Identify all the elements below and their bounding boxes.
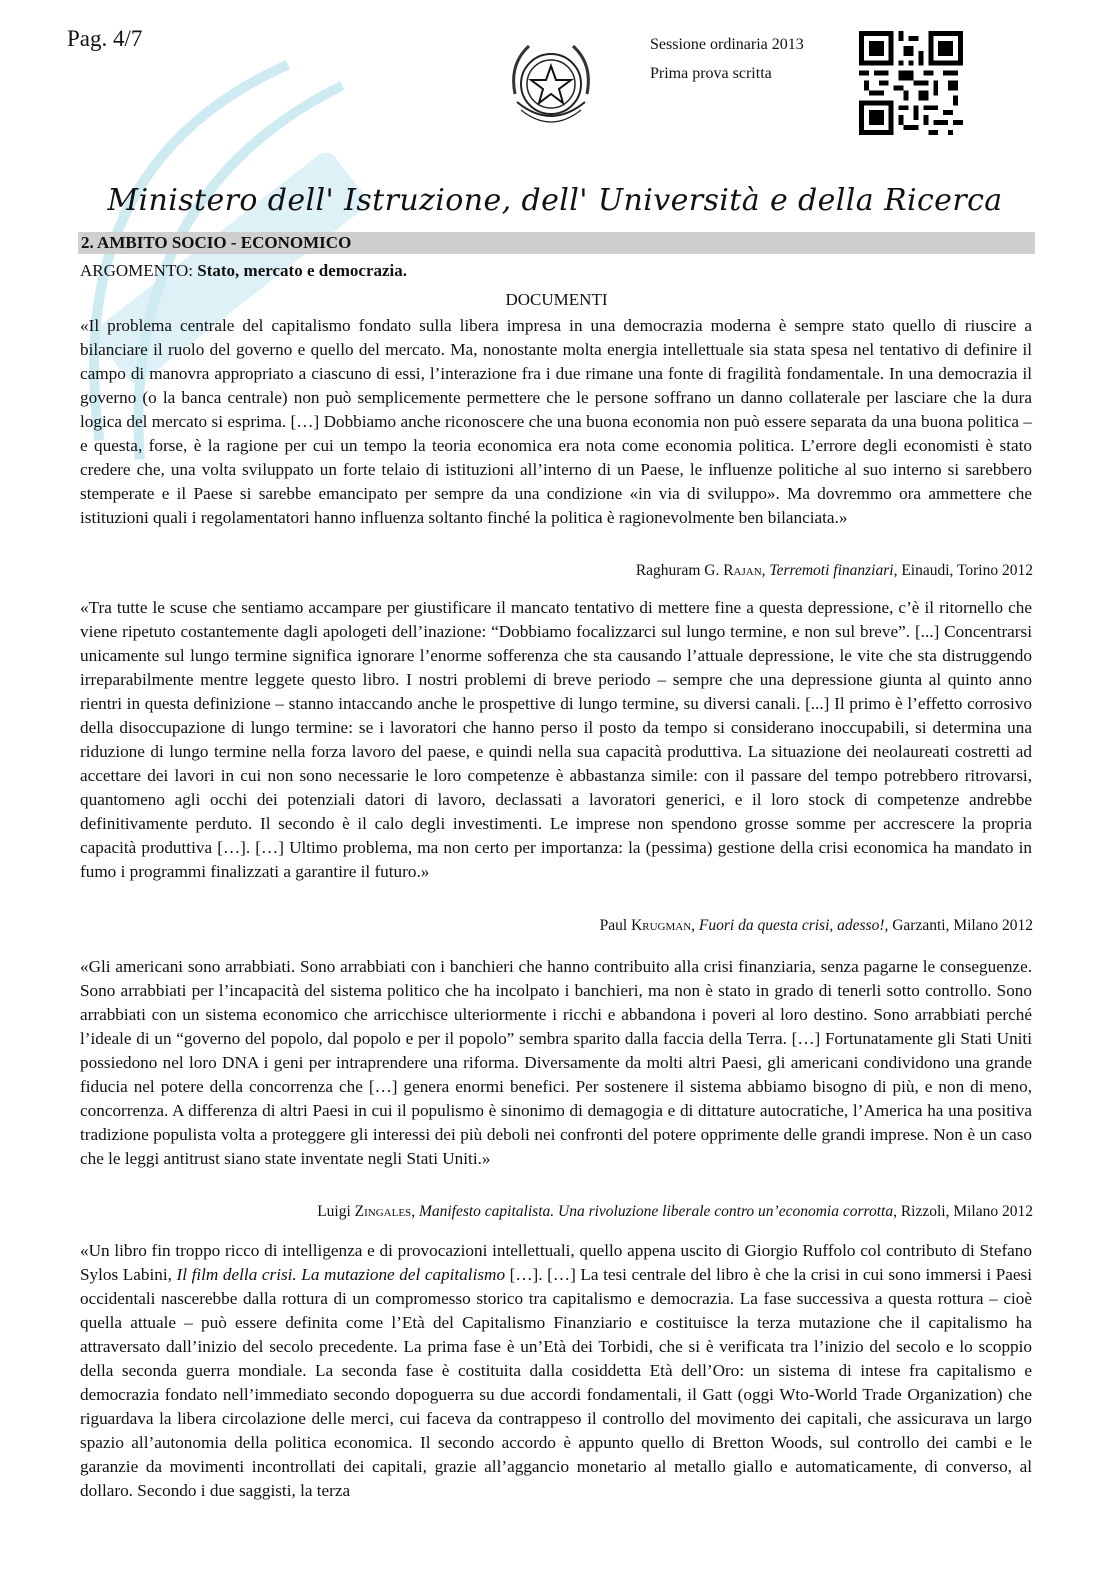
citation-publisher: , Rizzoli, Milano 2012 [893,1203,1033,1220]
document-1-text: «Il problema centrale del capitalismo fondato sulla libera impresa in una democrazia moderna è sempre stato quello di riuscire a bilanciare il ruolo del governo e quello del mercato. Ma, nonostante molta energia intellettuale sia stata spesa nel tentativo di definire il campo di manovra appropriato a ciascuno di essi, l’interazione fra i due rimane una fonte di fragilità fondamentale. In una democrazia il governo (o la banca centrale) non può semplicemente permettere che le persone soffrano un danno collaterale per lasciare che la dura logica del mercato si esprima. […] Dobbiamo anche riconoscere che una buona economia non può essere separata da una buona politica – e questa, forse, è la ragione per cui un tempo la teoria economica era nota come economia politica. L’errore degli economisti è stato credere che, una volta sviluppato un forte telaio di istituzioni all’interno di un Paese, le influenze politiche al suo interno si sarebbero stemperate e il Paese si sarebbe emancipato per sempre da una condizione «in via di sviluppo». Ma dovremmo ora ammettere che istituzioni quali i regolamentatori hanno influenza soltanto finché la politica è ragionevolmente ben bilanciata.» [80,316,1032,527]
document-4-book-title: Il film della crisi. La mutazione del capitalismo [176,1265,506,1284]
citation-publisher: , Einaudi, Torino 2012 [893,562,1033,579]
session-info [650,30,804,88]
documents-heading: DOCUMENTI [505,290,608,309]
document-2-text: «Tra tutte le scuse che sentiamo accampare per giustificare il mancato tentativo di mettere fine a questa depressione, c’è il ritornello che viene ripetuto costantemente dagli apologeti dell’inazione: “Dobbiamo focalizzarci sul lungo termine, e non sul breve”. [...] Concentrarsi unicamente sul lungo termine significa ignorare l’enorme sofferenza che sta causando l’attuale depressione, le vite che sta distruggendo irreparabilmente mentre leggete questo libro. I nostri problemi di breve periodo – sempre che una depressione giunta al quinto anno rientri in questa definizione – stanno intaccando anche le prospettive di lungo termine, su diversi canali. [...] Il primo è l’effetto corrosivo della disoccupazione di lungo termine: se i lavoratori che hanno perso il posto da tempo si considerano inoccupabili, si determina una riduzione di lungo termine nella forza lavoro del paese, e quindi nella sua capacità produttiva. La situazione dei neolaureati costretti ad accettare dei lavori in cui non sono necessarie le loro competenze è abbastanza simile: con il passare del tempo potrebbero ritrovarsi, quantomeno agli occhi dei potenziali datori di lavoro, declassati a lavoratori generici, e il loro stock di competenze andrebbe definitivamente perduto. Il secondo è il calo degli investimenti. Le imprese non spendono grosse somme per accrescere la propria capacità produttiva […]. […] Ultimo problema, ma non certo per importanza: la (pessima) gestione della crisi economica ha mandato in fumo i programmi finalizzati a garantire il futuro.» [80,598,1032,881]
citation-author-last: Zingales [354,1203,412,1220]
section-title: 2. AMBITO SOCIO - ECONOMICO [78,232,1035,254]
document-3-citation: Luigi Zingales, Manifesto capitalista. Una rivoluzione liberale contro un’economia corrotta, Rizzoli, Milano 2012 [317,1203,1033,1220]
document-4-text [80,1239,1032,1503]
citation-publisher: Garzanti, Milano 2012 [888,917,1033,934]
session-label: Sessione ordinaria 2013 [650,36,804,53]
ministry-title: Ministero dell' Istruzione, dell' Università e della Ricerca [107,183,1003,218]
citation-author-first: Luigi [317,1203,355,1220]
citation-work: Fuori da questa crisi, adesso!, [698,917,889,934]
citation-author-first: Paul [599,917,632,934]
topic-line [80,261,407,281]
document-2-citation: Paul Krugman, Fuori da questa crisi, adesso!, Garzanti, Milano 2012 [599,917,1033,934]
document-3-text: «Gli americani sono arrabbiati. Sono arrabbiati con i banchieri che hanno contribuito alla crisi finanziaria, senza pagarne le conseguenze. Sono arrabbiati per l’incapacità del sistema politico che ha incolpato i banchieri, ma non è stato in grado di tenerli sotto controllo. Sono arrabbiati con un sistema economico che arricchisce ulteriormente i ricchi e abbandona i poveri al loro destino. Sono arrabbiati perché l’ideale di un “governo del popolo, dal popolo e per il popolo” sembra sparito dalla faccia della Terra. […] Fortunatamente gli Stati Uniti possiedono nel loro DNA i geni per intraprendere una riforma. Diversamente da molti altri Paesi, gli americani condividono una grande fiducia nel potere della concorrenza che […] genera enormi benefici. Per sostenere il sistema abbiamo bisogno di più, e non di meno, concorrenza. A differenza di altri Paesi in cui il populismo è sinonimo di demagogia e di dittature autocratiche, l’America ha una positiva tradizione populista volta a proteggere gli interessi dei più deboli nei confronti del potere opprimente delle grandi imprese. Non è un caso che le leggi antitrust siano state inventate negli Stati Uniti.» [80,957,1032,1168]
citation-author-last: Krugman [631,917,692,934]
citation-author-last: Rajan [723,562,762,579]
topic-label: ARGOMENTO: [80,261,198,280]
qr-code-icon [859,31,963,135]
page-number: Pag. 4/7 [67,26,143,51]
italian-republic-emblem-icon [499,34,603,134]
topic-text: Stato, mercato e democrazia. [197,261,408,280]
citation-work: Terremoti finanziari [769,562,894,579]
citation-work: Manifesto capitalista. Una rivoluzione liberale contro un’economia corrotta [418,1203,894,1220]
citation-author-first: Raghuram G. [635,562,724,579]
document-4-text-start: «Un libro fin troppo ricco di intelligenza e di provocazioni intellettuali, quello appena uscito di Giorgio Ruffolo col contributo di Stefano Sylos Labini, [80,1241,1032,1284]
document-4-text-rest: […]. […] La tesi centrale del libro è che la crisi in cui sono immersi i Paesi occidentali nascerebbe dalla rottura di un compromesso storico tra capitalismo e democrazia. La fase successiva a questa rottura – cioè quella attuale – può essere definita come l’Età del Capitalismo Finanziario e costituisce la terza mutazione che il capitalismo ha attraversato dall’inizio del secolo precedente. La prima fase è un’Età dei Torbidi, che si è verificata tra l’inizio del secolo e lo scoppio della seconda guerra mondiale. La seconda fase è costituita dalla cosiddetta Età dell’Oro: un sistema di intese fra capitalismo e democrazia fondato nell’immediato secondo dopoguerra su due accordi fondamentali, il Gatt (oggi Wto-World Trade Organization) che riguardava la libera circolazione delle merci, cui faceva da contrappeso il controllo del movimento dei capitali, che assicurava un largo spazio all’autonomia della politica economica. Il secondo accordo è appunto quello di Bretton Woods, sul controllo dei cambi e le garanzie da movimenti incontrollati dei capitali, grazie all’aggancio monetario al metallo giallo e automaticamente, di converso, al dollaro. Secondo i due saggisti, la terza [80,1265,1032,1500]
exam-label: Prima prova scritta [650,65,772,82]
document-1-citation: Raghuram G. Rajan, Terremoti finanziari, Einaudi, Torino 2012 [635,562,1033,579]
